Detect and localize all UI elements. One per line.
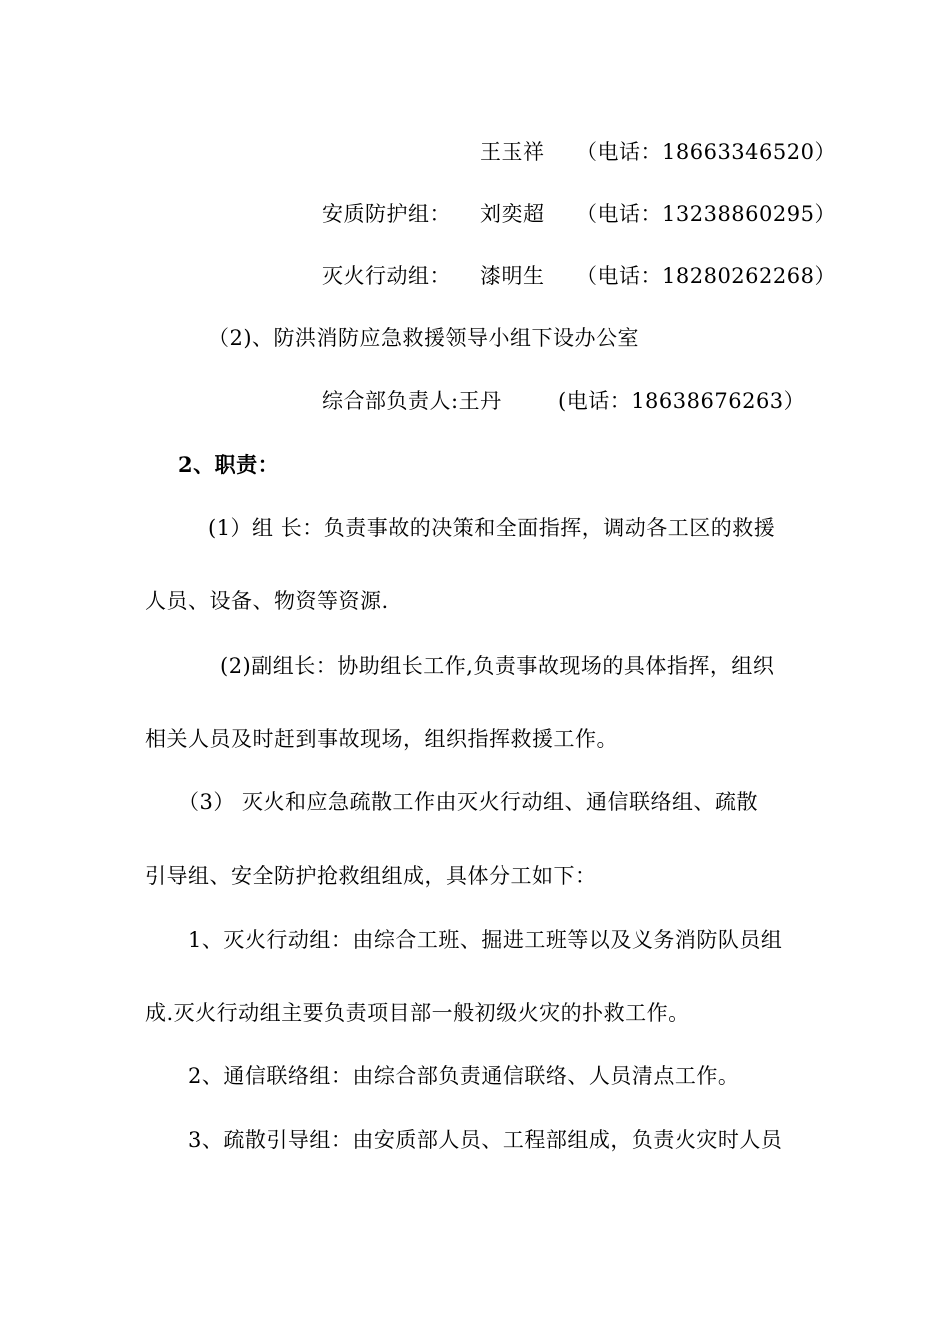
office-contact-line bbox=[322, 386, 805, 416]
contact-role: 安质防护组： bbox=[322, 202, 451, 226]
paragraph-3-continuation: 引导组、安全防护抢救组组成，具体分工如下： bbox=[145, 864, 597, 888]
contact-line-2 bbox=[322, 199, 836, 229]
section-title: 2、职责： bbox=[178, 452, 280, 477]
contact-name: 王玉祥 bbox=[480, 140, 545, 164]
contact-phone: （电话：13238860295） bbox=[576, 202, 836, 226]
paragraph-1-first-line: (1）组 长：负责事故的决策和全面指挥，调动各工区的救援 bbox=[208, 516, 776, 540]
contact-line-1 bbox=[480, 137, 836, 167]
contact-line-3 bbox=[322, 261, 836, 291]
contact-phone: （电话：18280262268） bbox=[576, 264, 836, 288]
office-heading: （2)、防洪消防应急救援领导小组下设办公室 bbox=[208, 326, 640, 350]
office-contact-phone: (电话：18638676263） bbox=[558, 389, 806, 413]
office-contact-label: 综合部负责人:王丹 bbox=[322, 389, 502, 413]
contact-name: 漆明生 bbox=[480, 264, 545, 288]
contact-name: 刘奕超 bbox=[480, 202, 545, 226]
paragraph-3-first-line: （3） 灭火和应急疏散工作由灭火行动组、通信联络组、疏散 bbox=[178, 790, 759, 814]
paragraph-2-continuation: 相关人员及时赶到事故现场，组织指挥救援工作。 bbox=[145, 727, 618, 751]
paragraph-1-continuation: 人员、设备、物资等资源. bbox=[145, 589, 389, 613]
paragraph-6-first-line: 3、疏散引导组：由安质部人员、工程部组成，负责火灾时人员 bbox=[188, 1128, 783, 1152]
contact-role: 灭火行动组： bbox=[322, 264, 451, 288]
paragraph-5-first-line: 2、通信联络组：由综合部负责通信联络、人员清点工作。 bbox=[188, 1064, 740, 1088]
paragraph-2-first-line: (2)副组长：协助组长工作,负责事故现场的具体指挥，组织 bbox=[220, 654, 775, 678]
paragraph-4-first-line: 1、灭火行动组：由综合工班、掘进工班等以及义务消防队员组 bbox=[188, 928, 783, 952]
paragraph-4-continuation: 成.灭火行动组主要负责项目部一般初级火灾的扑救工作。 bbox=[145, 1001, 690, 1025]
contact-phone: （电话：18663346520） bbox=[576, 140, 836, 164]
